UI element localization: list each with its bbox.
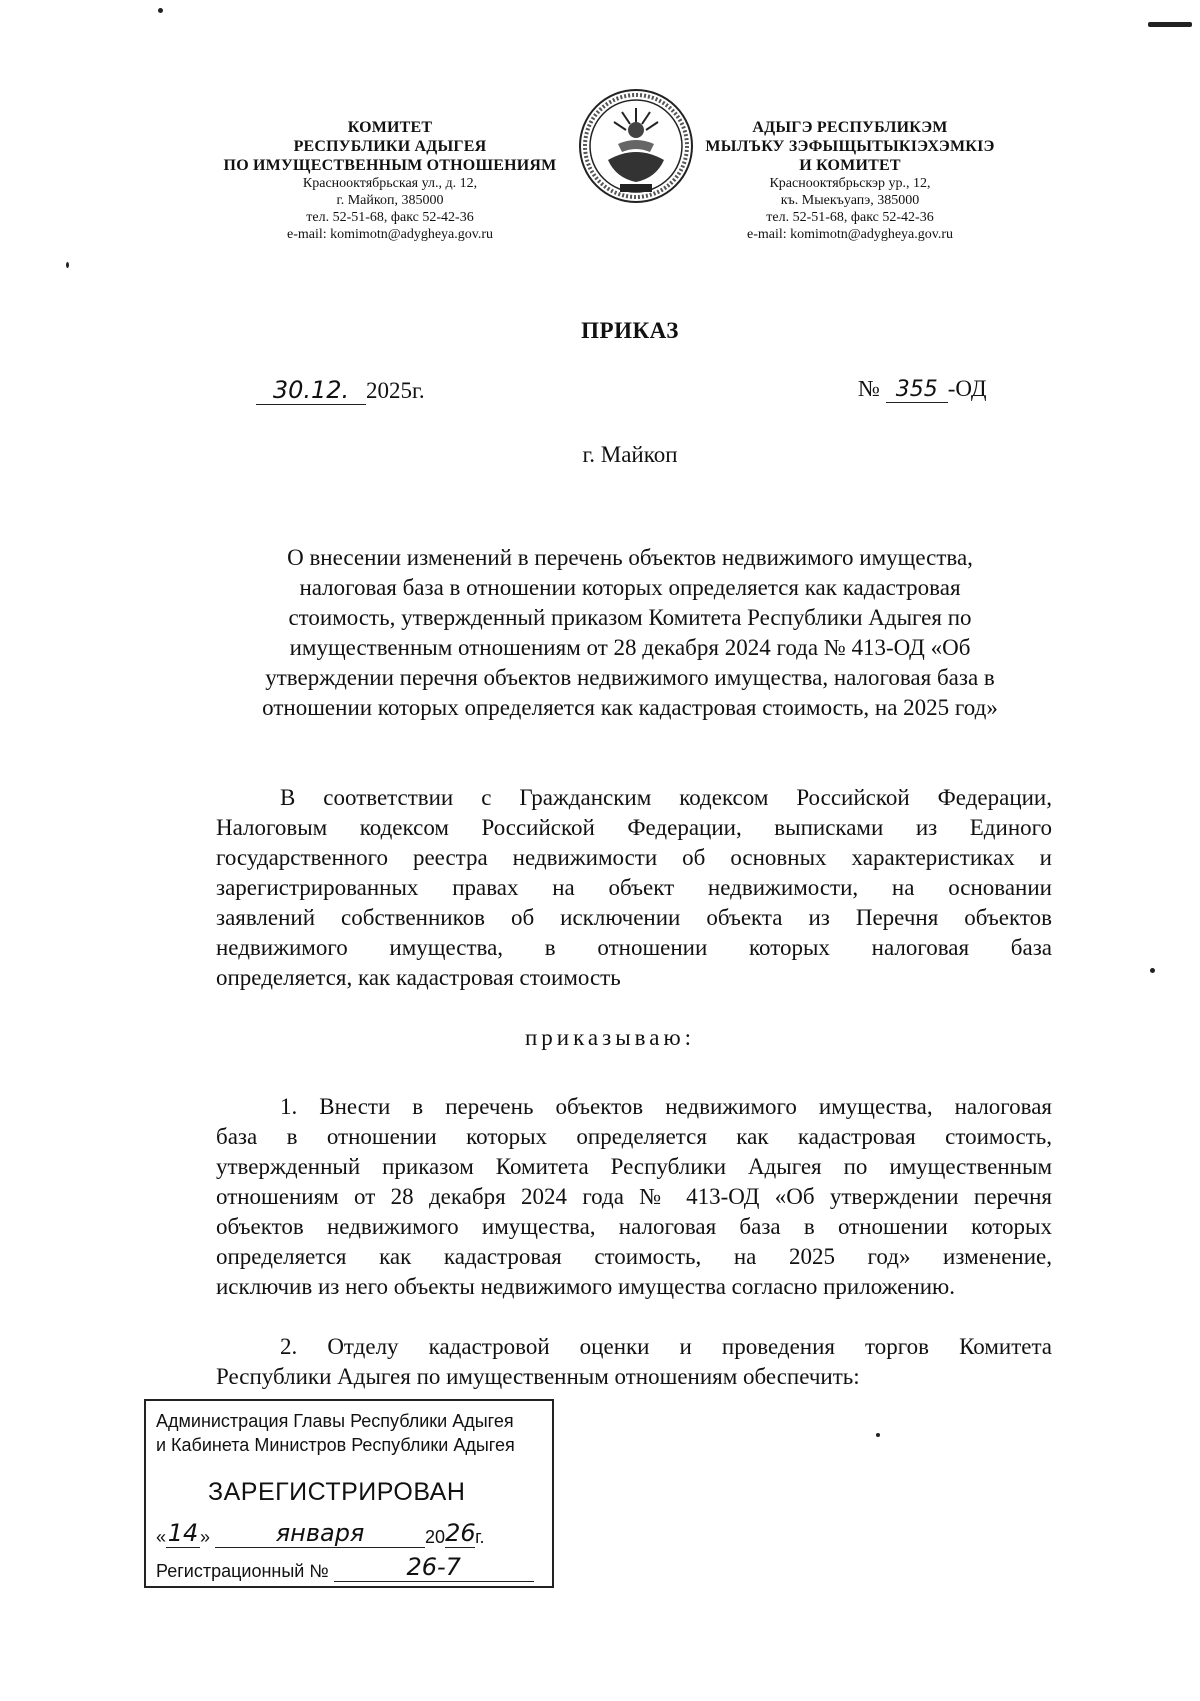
item-1-line: утвержденный приказом Комитета Республики Адыгея по имущественным (216, 1154, 1052, 1179)
stamp-date-line (156, 1519, 546, 1548)
subject-line: налоговая база в отношении которых определяется как кадастровая (299, 575, 961, 600)
header-left-block (200, 118, 580, 243)
registration-stamp (144, 1399, 554, 1588)
stamp-year-suffix: г. (475, 1527, 485, 1547)
subject-line: О внесении изменений в перечень объектов недвижимого имущества, (287, 545, 973, 570)
subject-line: утверждении перечня объектов недвижимого имущества, налоговая база в (265, 665, 995, 690)
item-1-line: определяется как кадастровая стоимость, на 2025 год» изменение, (216, 1244, 1052, 1269)
scan-speck (1148, 22, 1192, 27)
date-handwritten: 30.12. (256, 376, 366, 405)
stamp-org-line: Администрация Главы Республики Адыгея (156, 1411, 514, 1431)
committee-name-ady-line-3: И КОМИТЕТ (799, 157, 901, 174)
number-suffix: -ОД (947, 376, 987, 401)
scan-speck (1150, 968, 1155, 973)
number-prefix: № (858, 376, 880, 401)
committee-name-ru-line-3: ПО ИМУЩЕСТВЕННЫМ ОТНОШЕНИЯМ (223, 157, 557, 174)
decree-word: приказываю: (524, 1025, 696, 1050)
number-handwritten: 355 (886, 377, 948, 403)
item-2-line: 2. Отделу кадастровой оценки и проведения торгов Комитета (280, 1334, 1052, 1359)
address-ady-line-4: e-mail: komimotn@adygheya.gov.ru (747, 227, 953, 242)
document-subject (200, 543, 1060, 723)
preamble-line: заявлений собственников об исключении объекта из Перечня объектов (216, 905, 1052, 930)
item-1-line: 1. Внести в перечень объектов недвижимого имущества, налоговая (280, 1094, 1052, 1119)
preamble-line: государственного реестра недвижимости об основных характеристиках и (216, 845, 1052, 870)
scan-speck (66, 262, 69, 268)
preamble-line: зарегистрированных правах на объект недвижимости, на основании (216, 875, 1052, 900)
item-1-line: объектов недвижимого имущества, налоговая база в отношении которых (216, 1214, 1052, 1239)
header-right-block (700, 118, 1000, 243)
address-ady-line-1: Краснооктябрьскэр ур., 12, (769, 176, 931, 191)
preamble-paragraph (216, 783, 1052, 993)
item-2-paragraph (216, 1332, 1052, 1392)
committee-name-ady-line-2: МЫЛЪКУ ЗЭФЫЩЫТЫКIЭХЭМКIЭ (705, 138, 995, 155)
item-1-line: база в отношении которых определяется как кадастровая стоимость, (216, 1124, 1052, 1149)
preamble-line: В соответствии с Гражданским кодексом Российской Федерации, (280, 785, 1052, 810)
item-1-line: исключив из него объекты недвижимого имущества согласно приложению. (216, 1274, 955, 1299)
address-ady-line-3: тел. 52-51-68, факс 52-42-36 (766, 210, 934, 225)
stamp-open-quote: « (156, 1527, 167, 1547)
committee-name-ady-line-1: АДЫГЭ РЕСПУБЛИКЭМ (752, 119, 948, 136)
subject-line: стоимость, утвержденный приказом Комитета Республики Адыгея по (288, 605, 972, 630)
item-1-paragraph (216, 1092, 1052, 1302)
committee-name-ru-line-1: КОМИТЕТ (347, 119, 433, 136)
stamp-day-handwritten: 14 (167, 1519, 199, 1547)
scan-speck (158, 8, 163, 13)
document-date (256, 376, 425, 405)
stamp-org-line: и Кабинета Министров Республики Адыгея (156, 1435, 515, 1455)
scan-speck (876, 1433, 880, 1437)
stamp-registration-line (156, 1553, 546, 1582)
stamp-month-handwritten: января (215, 1519, 425, 1548)
preamble-line: Налоговым кодексом Российской Федерации, выписками из Единого (216, 815, 1052, 840)
preamble-line: определяется, как кадастровая стоимость (216, 965, 621, 990)
address-ru-line-1: Краснооктябрьская ул., д. 12, (302, 176, 478, 191)
date-year: 2025г. (366, 378, 425, 403)
committee-name-ru-line-2: РЕСПУБЛИКИ АДЫГЕЯ (293, 138, 487, 155)
address-ru-line-3: тел. 52-51-68, факс 52-42-36 (306, 210, 474, 225)
stamp-reg-number-handwritten: 26-7 (334, 1553, 534, 1582)
address-ady-line-2: къ. Мыекъуапэ, 385000 (780, 193, 920, 208)
subject-line: имущественным отношениям от 28 декабря 2024 года № 413-ОД «Об (289, 635, 971, 660)
stamp-year-prefix: 20 (425, 1527, 446, 1547)
stamp-status: ЗАРЕГИСТРИРОВАН (208, 1478, 466, 1506)
document-title: ПРИКАЗ (581, 318, 679, 343)
stamp-organization (156, 1409, 552, 1457)
stamp-close-quote: » (200, 1527, 211, 1547)
document-number (858, 376, 987, 403)
stamp-reg-label: Регистрационный № (156, 1561, 329, 1581)
stamp-year-handwritten: 26 (445, 1519, 476, 1547)
item-1-line: отношениям от 28 декабря 2024 года № 413-ОД «Об утверждении перечня (216, 1184, 1052, 1209)
item-2-line: Республики Адыгея по имущественным отношениям обеспечить: (216, 1364, 860, 1389)
address-ru-line-2: г. Майкоп, 385000 (336, 193, 444, 208)
address-ru-line-4: e-mail: komimotn@adygheya.gov.ru (287, 227, 493, 242)
preamble-line: недвижимого имущества, в отношении которых налоговая база (216, 935, 1052, 960)
coat-of-arms-emblem-icon (576, 86, 696, 206)
subject-line: отношении которых определяется как кадастровая стоимость, на 2025 год» (262, 695, 998, 720)
city-name: г. Майкоп (582, 442, 678, 467)
